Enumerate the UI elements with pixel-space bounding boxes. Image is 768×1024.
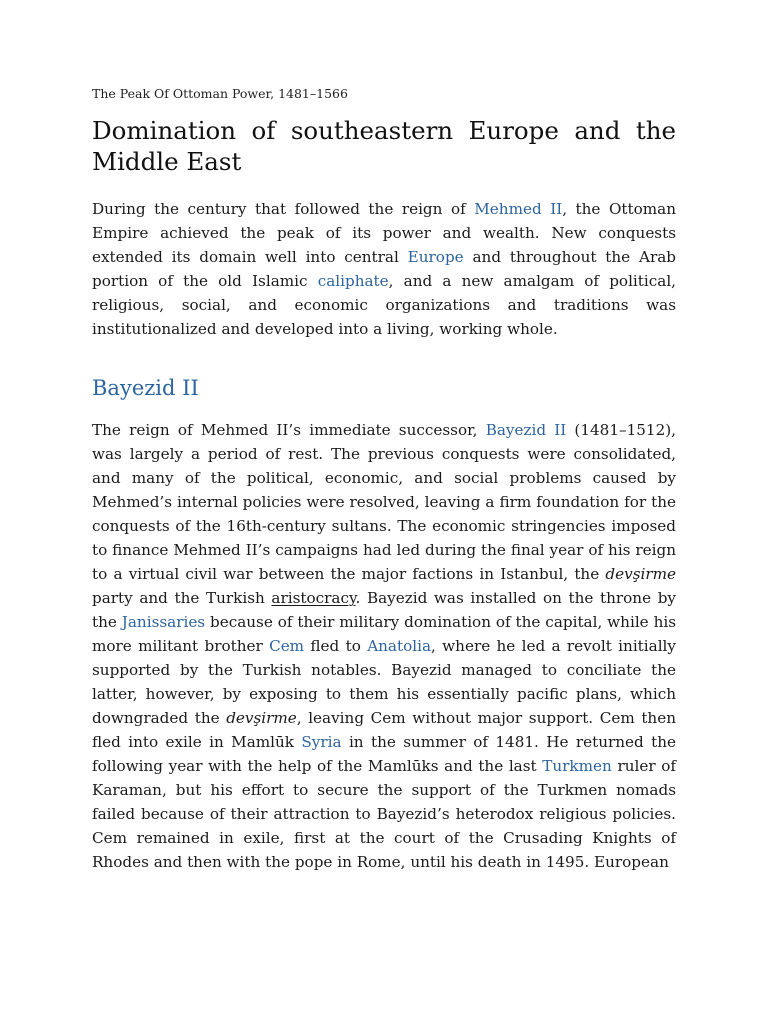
body-text-5: because of their military domination of the capital, while his more militant brother <box>92 613 676 655</box>
link-aristocracy[interactable]: aristocracy <box>271 589 356 607</box>
body-text-1: The reign of Mehmed II’s immediate successor, <box>92 421 486 439</box>
intro-text-1: During the century that followed the reign of <box>92 200 475 218</box>
term-devsirme-2: devşirme <box>226 709 297 727</box>
link-europe[interactable]: Europe <box>407 248 464 266</box>
intro-text-3: and throughout the Arab portion of the old Islamic <box>92 248 676 290</box>
link-mehmed-ii[interactable]: Mehmed II <box>474 200 563 218</box>
link-cem[interactable]: Cem <box>269 637 305 655</box>
link-anatolia[interactable]: Anatolia <box>367 637 432 655</box>
article-kicker: The Peak Of Ottoman Power, 1481–1566 <box>92 86 348 101</box>
link-bayezid-ii[interactable]: Bayezid II <box>485 421 567 439</box>
intro-paragraph <box>92 197 676 341</box>
body-text-8: , leaving Cem without major support. Cem then fled into exile in Mamlūk <box>92 709 676 751</box>
body-text-10: ruler of Karaman, but his effort to secure the support of the Turkmen nomads failed because of their attraction to Bayezid’s heterodox religious policies. Cem remained in exile, first at the court of the Crusading Knights of Rhodes and then with the pope in Rome, until his death in 1495. European <box>92 757 676 871</box>
link-turkmen[interactable]: Turkmen <box>542 757 612 775</box>
body-text-7: , where he led a revolt initially supported by the Turkish notables. Bayezid managed to conciliate the latter, however, by exposing to them his essentially pacific plans, which downgraded the <box>92 637 676 727</box>
term-devsirme: devşirme <box>605 565 676 583</box>
intro-text-2: , the Ottoman Empire achieved the peak of its power and wealth. New conquests extended its domain well into central <box>92 200 676 266</box>
body-text-9: in the summer of 1481. He returned the following year with the help of the Mamlūks and the last <box>92 733 676 775</box>
link-syria[interactable]: Syria <box>301 733 342 751</box>
link-janissaries[interactable]: Janissaries <box>121 613 206 631</box>
section-heading-bayezid: Bayezid II <box>92 376 199 400</box>
link-caliphate[interactable]: caliphate <box>317 272 389 290</box>
article-title: Domination of southeastern Europe and the Middle East <box>92 116 676 176</box>
body-text-4: . Bayezid was installed on the throne by the <box>92 589 676 631</box>
body-text-2: (1481–1512), was largely a period of rest. The previous conquests were consolidated, and many of the political, economic, and social problems caused by Mehmed’s internal policies were resolved, leaving a firm foundation for the conquests of the 16th-century sultans. The economic stringencies imposed to finance Mehmed II’s campaigns had led during the final year of his reign to a virtual civil war between the major factions in Istanbul, the <box>92 421 676 583</box>
intro-text-4: , and a new amalgam of political, religious, social, and economic organizations and traditions was institutionalized and developed into a living, working whole. <box>92 272 677 338</box>
body-text-3: party and the Turkish <box>92 589 272 607</box>
bayezid-paragraph <box>92 418 676 874</box>
body-text-6: fled to <box>304 637 368 655</box>
